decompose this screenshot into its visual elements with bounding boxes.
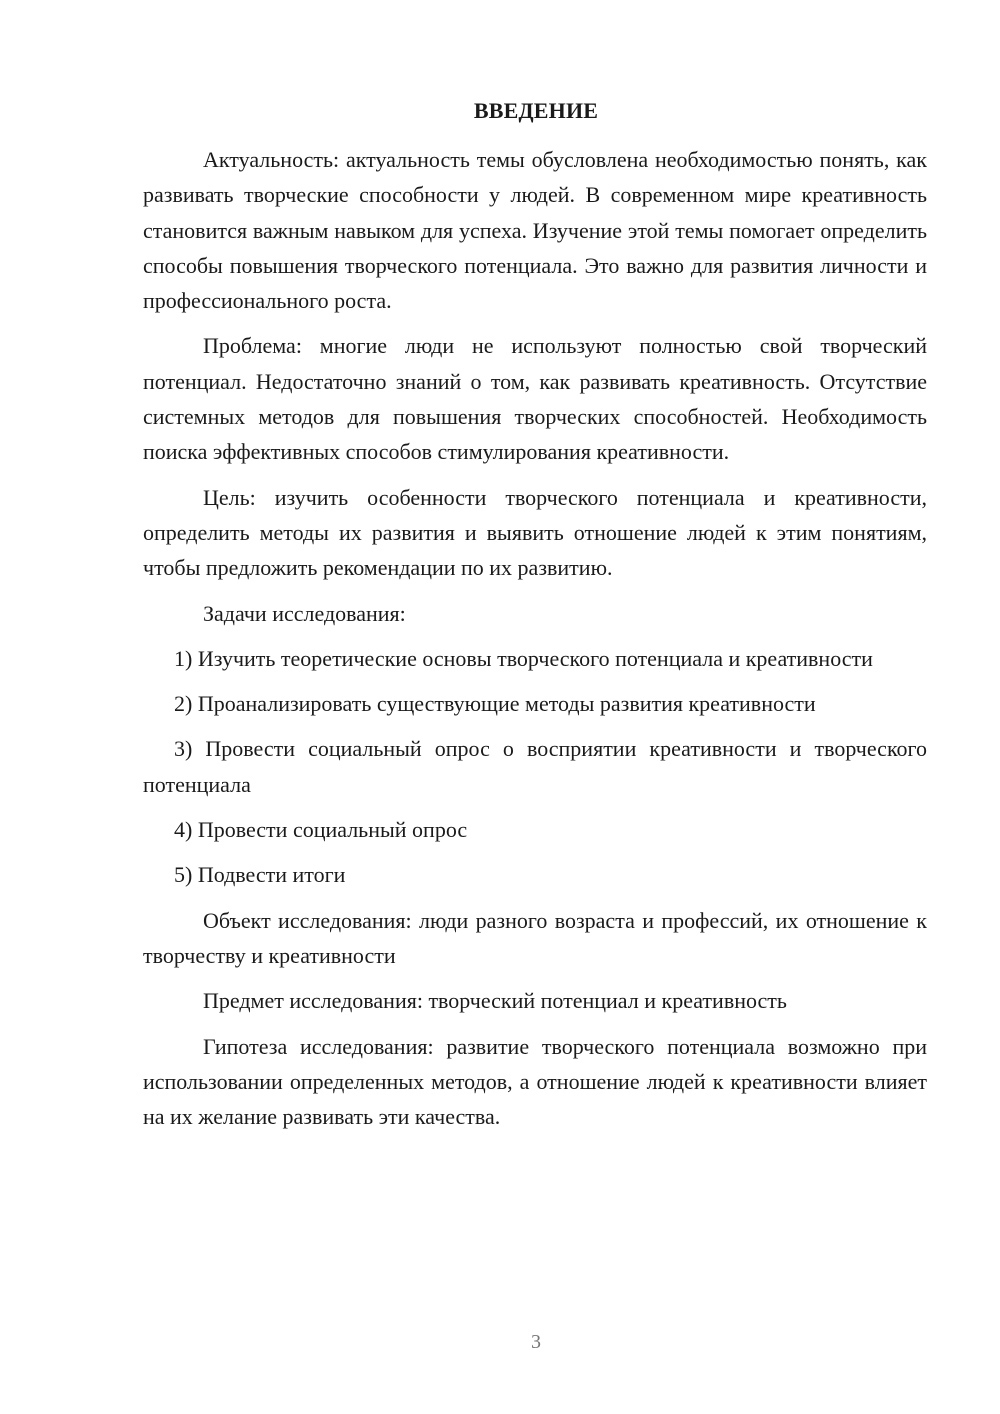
paragraph-object: Объект исследования: люди разного возраста и профессий, их отношение к творчеству и креативности <box>143 907 927 968</box>
task-item-3: 3) Провести социальный опрос о восприятии креативности и творческого потенциала <box>143 736 927 797</box>
paragraph-problem: Проблема: многие люди не используют полностью свой творческий потенциал. Недостаточно знаний о том, как развивать креативность. Отсутствие системных методов для повышения творческих способностей. Необходимость поиска эффективных способов стимулирования креативности. <box>143 333 927 465</box>
task-item-2: 2) Проанализировать существующие методы развития креативности <box>174 691 816 717</box>
paragraph-hypothesis: Гипотеза исследования: развитие творческого потенциала возможно при использовании определенных методов, а отношение людей к креативности влияет на их желание развивать эти качества. <box>143 1033 927 1130</box>
paragraph-tasks-heading: Задачи исследования: <box>203 600 406 626</box>
paragraph-relevance: Актуальность: актуальность темы обусловлена необходимостью понять, как развивать творческие способности у людей. В современном мире креативность становится важным навыком для успеха. Изучение этой темы помогает определить способы повышения творческого потенциала. Это важно для развития личности и профессионального роста. <box>143 147 927 314</box>
task-item-4: 4) Провести социальный опрос <box>174 817 468 843</box>
page-number: 3 <box>531 1331 541 1353</box>
page-title: ВВЕДЕНИЕ <box>473 98 599 123</box>
paragraph-subject: Предмет исследования: творческий потенциал и креативность <box>203 988 787 1014</box>
paragraph-goal: Цель: изучить особенности творческого потенциала и креативности, определить методы их развития и выявить отношение людей к этим понятиям, чтобы предложить рекомендации по их развитию. <box>143 484 927 581</box>
task-item-1: 1) Изучить теоретические основы творческого потенциала и креативности <box>174 645 873 671</box>
task-item-5: 5) Подвести итоги <box>174 862 346 888</box>
document-body <box>143 142 927 1144</box>
